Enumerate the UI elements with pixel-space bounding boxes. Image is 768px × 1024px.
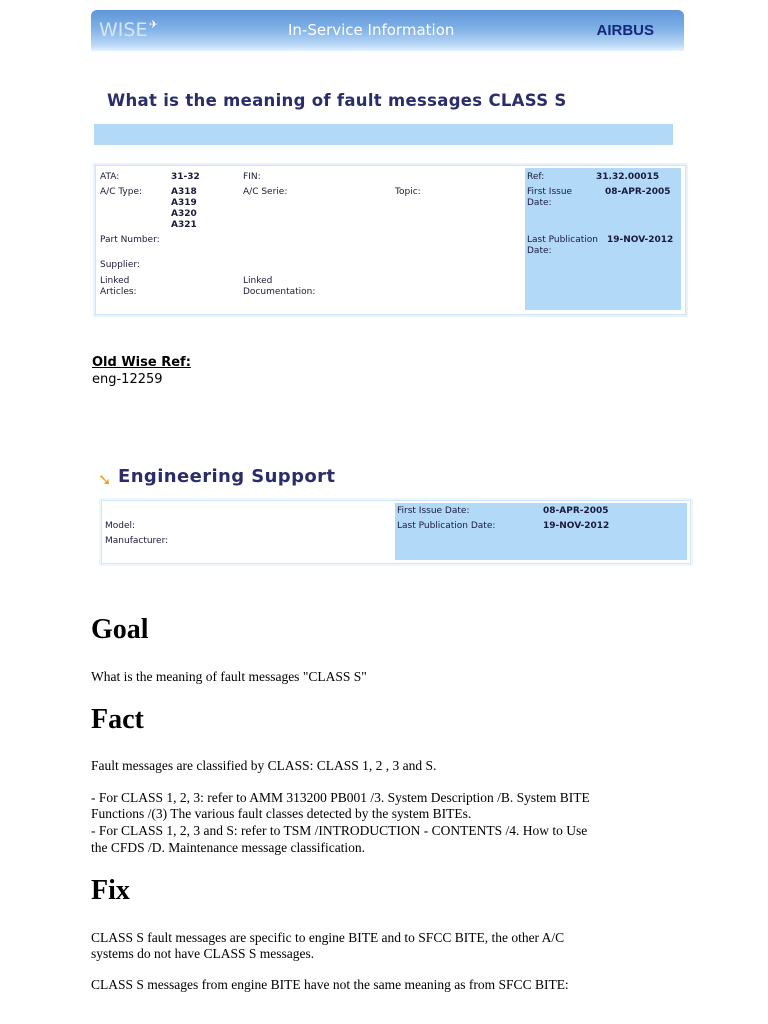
first-issue-label: Date: <box>527 198 552 208</box>
fact-paragraph: the CFDS /D. Maintenance message classification. <box>91 840 366 855</box>
ac-type-value: A321 <box>171 220 197 230</box>
linked-documentation-label: Linked <box>243 276 273 286</box>
supplier-label: Supplier: <box>100 260 140 270</box>
ata-label: ATA: <box>100 172 120 182</box>
linked-documentation-label: Documentation: <box>243 287 316 297</box>
fix-paragraph: CLASS S messages from engine BITE have not the same meaning as from SFCC BITE: <box>91 977 569 992</box>
model-label: Model: <box>105 521 136 531</box>
fix-paragraph: CLASS S fault messages are specific to engine BITE and to SFCC BITE, the other A/C <box>91 930 565 945</box>
fact-paragraph: Functions /(3) The various fault classes detected by the system BITEs. <box>91 806 472 821</box>
title-bar <box>94 124 673 145</box>
arrow-down-right-icon: ➘ <box>98 470 112 489</box>
last-publication-label: Date: <box>527 246 552 256</box>
ac-serie-label: A/C Serie: <box>243 187 288 197</box>
document-title: What is the meaning of fault messages CLASS S <box>107 91 567 110</box>
header-banner <box>91 10 684 51</box>
fact-heading: Fact <box>91 704 144 735</box>
engineering-support-table <box>101 500 691 564</box>
fix-heading: Fix <box>91 875 130 906</box>
part-number-label: Part Number: <box>100 235 160 245</box>
ref-value: 31.32.00015 <box>596 172 660 182</box>
info-table <box>95 165 686 315</box>
fin-label: FIN: <box>243 172 261 182</box>
ata-value: 31-32 <box>171 172 200 182</box>
fact-paragraph: Fault messages are classified by CLASS: CLASS 1, 2 , 3 and S. <box>91 758 437 773</box>
ac-type-label: A/C Type: <box>100 187 143 197</box>
ac-type-value: A320 <box>171 209 197 219</box>
wise-logo: WISE <box>99 19 148 41</box>
first-issue-date-label: First Issue Date: <box>397 506 470 516</box>
topic-label: Topic: <box>395 187 421 197</box>
old-wise-ref-label: Old Wise Ref: <box>92 355 191 370</box>
first-issue-date-value: 08-APR-2005 <box>543 506 609 516</box>
last-publication-date-label: Last Publication Date: <box>397 521 496 531</box>
last-publication-label: Last Publication <box>527 235 598 245</box>
banner-title: In-Service Information <box>288 21 455 39</box>
ref-label: Ref: <box>527 172 545 182</box>
engineering-support-title: Engineering Support <box>118 466 336 487</box>
fact-paragraph: - For CLASS 1, 2, 3 and S: refer to TSM /INTRODUCTION - CONTENTS /4. How to Use <box>91 823 588 838</box>
goal-heading: Goal <box>91 614 149 645</box>
ac-type-value: A319 <box>171 198 197 208</box>
airbus-logo: AIRBUS <box>596 22 654 39</box>
first-issue-value: 08-APR-2005 <box>605 187 671 197</box>
manufacturer-label: Manufacturer: <box>105 536 169 546</box>
last-publication-date-value: 19-NOV-2012 <box>543 521 610 531</box>
old-wise-ref-value: eng-12259 <box>92 372 163 387</box>
fact-paragraph: - For CLASS 1, 2, 3: refer to AMM 313200 PB001 /3. System Description /B. System BITE <box>91 790 590 805</box>
linked-articles-label: Articles: <box>100 287 137 297</box>
last-publication-value: 19-NOV-2012 <box>607 235 674 245</box>
goal-text: What is the meaning of fault messages "CLASS S" <box>91 669 367 684</box>
plane-icon: ✈ <box>149 18 159 31</box>
ac-type-value: A318 <box>171 187 197 197</box>
first-issue-label: First Issue <box>527 187 573 197</box>
linked-articles-label: Linked <box>100 276 130 286</box>
fix-paragraph: systems do not have CLASS S messages. <box>91 946 315 961</box>
